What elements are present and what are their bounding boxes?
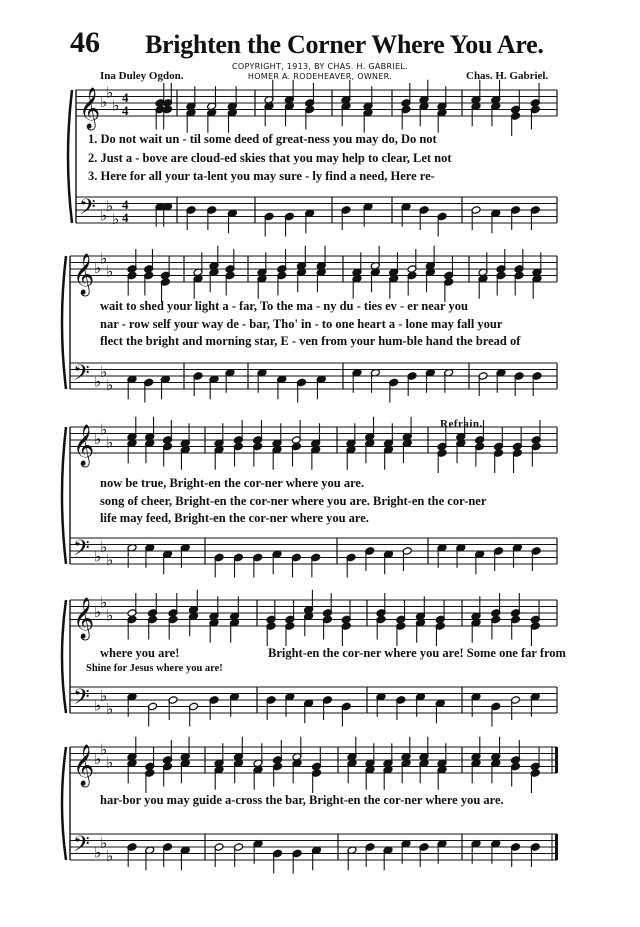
system-4-bass-key-flat-2: ♭: [100, 686, 108, 705]
hymn-number: 46: [70, 26, 100, 59]
copyright-line-2: HOMER A. RODEHEAVER, OWNER.: [247, 72, 393, 81]
system-2-treble-key-flat-1: ♭: [94, 259, 102, 277]
treble-time-signature-bottom: 4: [122, 103, 129, 118]
system-1-treble-key-flat-1: ♭: [100, 93, 108, 111]
system-1-treble-key-flat-2: ♭: [106, 83, 114, 102]
lyric-s4-bass-cue: Shine for Jesus where you are!: [86, 663, 223, 674]
final-barline-thick-bass: [555, 834, 558, 860]
system-3-brace: [62, 427, 66, 564]
system-2-treble-key-flat-3: ♭: [106, 262, 114, 281]
system-1-bass-key-flat-2: ♭: [106, 196, 114, 215]
system-5-bass-key-flat-2: ♭: [100, 833, 108, 852]
lyric-s3-verse3: life may feed, Bright-en the cor-ner where you are.: [100, 511, 369, 525]
system-1-bass-key-flat-1: ♭: [100, 206, 108, 225]
lyric-s4-part1: where you are!: [100, 646, 180, 660]
system-1-treble-key-flat-3: ♭: [112, 96, 120, 115]
bass-time-signature-bottom: 4: [122, 210, 129, 225]
system-1-bass-key-flat-3: ♭: [112, 209, 120, 228]
system-2-brace: [62, 256, 66, 389]
system-4-bass-clef: 𝄢: [73, 685, 90, 715]
system-2-treble-clef: 𝄞: [73, 254, 95, 295]
system-3-bass-key-flat-2: ♭: [100, 537, 108, 556]
system-3-treble-key-flat-3: ♭: [106, 433, 114, 452]
system-2-treble-key-flat-2: ♭: [100, 249, 108, 268]
system-3-bass-key-flat-3: ♭: [106, 550, 114, 569]
system-3-treble-clef: 𝄞: [73, 425, 95, 466]
system-2-bass-key-flat-1: ♭: [94, 372, 102, 391]
final-barline-thick-treble: [555, 747, 558, 773]
lyric-s5: har-bor you may guide a-cross the bar, Bright-en the cor-ner where you are.: [100, 793, 504, 807]
system-2-bass-clef: 𝄢: [73, 361, 90, 391]
copyright-line-1: COPYRIGHT, 1913, BY CHAS. H. GABRIEL.: [232, 62, 408, 71]
lyric-s3-verse1: now be true, Bright-en the cor-ner where you are.: [100, 476, 365, 490]
treble-time-signature-top: 4: [122, 90, 129, 105]
lyricist-credit: Ina Duley Ogdon.: [100, 70, 184, 82]
system-1-treble-clef: 𝄞: [79, 88, 101, 129]
lyric-s2-verse1: wait to shed your light a - far, To the ma - ny du - ties ev - er near you: [100, 299, 468, 313]
system-1-brace: [68, 90, 72, 223]
lyric-s1-verse1: 1. Do not wait un - til some deed of great-ness you may do, Do not: [88, 132, 437, 146]
system-3-treble-key-flat-2: ♭: [100, 420, 108, 439]
system-4-bass-key-flat-3: ♭: [106, 699, 114, 718]
system-4-bass-key-flat-1: ♭: [94, 696, 102, 715]
hymn-title: Brighten the Corner Where You Are.: [145, 30, 544, 59]
system-4-treble-key-flat-1: ♭: [94, 603, 102, 621]
system-3-bass-key-flat-1: ♭: [94, 547, 102, 566]
system-2-bass-key-flat-3: ♭: [106, 375, 114, 394]
lyric-s1-verse2: 2. Just a - bove are cloud-ed skies that you may help to clear, Let not: [88, 151, 452, 165]
system-5-treble-key-flat-2: ♭: [100, 740, 108, 759]
lyric-s4-part2: Bright-en the cor-ner where you are! Some one far from: [268, 646, 566, 660]
system-4-brace: [62, 600, 66, 713]
lyric-s1-verse3: 3. Here for all your ta-lent you may sure - ly find a need, Here re-: [88, 169, 435, 183]
system-5-brace: [62, 747, 66, 860]
refrain-label: Refrain.: [440, 418, 483, 430]
bass-time-signature-top: 4: [122, 197, 129, 212]
lyric-s3-verse2: song of cheer, Bright-en the cor-ner where you are. Bright-en the cor-ner: [100, 494, 487, 508]
system-5-treble-key-flat-1: ♭: [94, 750, 102, 768]
lyric-s2-verse3: flect the bright and morning star, E - ven from your hum-ble hand the bread of: [100, 334, 521, 348]
system-4-treble-clef: 𝄞: [73, 598, 95, 639]
system-2-bass-key-flat-2: ♭: [100, 362, 108, 381]
system-5-bass-key-flat-1: ♭: [94, 843, 102, 862]
composer-credit: Chas. H. Gabriel.: [466, 70, 549, 82]
system-4-treble-key-flat-2: ♭: [100, 593, 108, 612]
system-1-bass-clef: 𝄢: [79, 195, 96, 225]
system-3-treble-key-flat-1: ♭: [94, 430, 102, 448]
system-5-treble-clef: 𝄞: [73, 745, 95, 786]
system-3-bass-clef: 𝄢: [73, 536, 90, 566]
system-5-treble-key-flat-3: ♭: [106, 753, 114, 772]
lyric-s2-verse2: nar - row self your way de - bar, Tho' in - to one heart a - lone may fall your: [100, 317, 503, 331]
system-4-treble-key-flat-3: ♭: [106, 606, 114, 625]
system-5-bass-clef: 𝄢: [73, 832, 90, 862]
system-5-bass-key-flat-3: ♭: [106, 846, 114, 865]
